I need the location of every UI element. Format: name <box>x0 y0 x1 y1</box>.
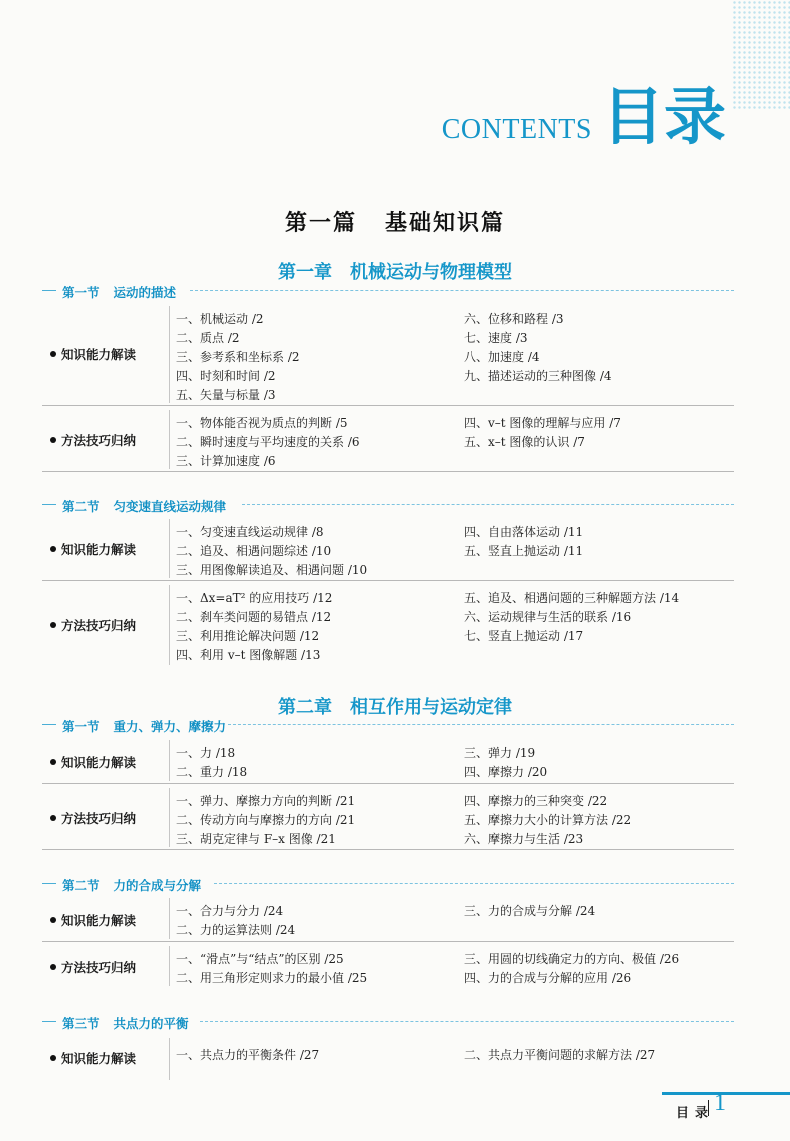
section-lead-line <box>42 504 56 505</box>
section-dashed-line <box>200 1021 734 1022</box>
chapter-number: 第一章 <box>278 262 332 283</box>
footer-label: 目录 <box>676 1106 715 1121</box>
toc-entry[interactable]: 二、刹车类问题的易错点 /12 <box>176 610 332 624</box>
vertical-divider <box>169 1038 170 1080</box>
toc-entry[interactable]: 四、自由落体运动 /11 <box>464 525 584 539</box>
toc-entry[interactable]: 六、摩擦力与生活 /23 <box>464 832 584 846</box>
section-header <box>42 497 734 513</box>
section-name: 共点力的平衡 <box>113 1016 189 1031</box>
toc-column-right <box>464 589 734 646</box>
vertical-divider <box>169 410 170 469</box>
vertical-divider <box>169 898 170 939</box>
toc-entry[interactable]: 三、计算加速度 /6 <box>176 454 276 468</box>
chapter-title <box>0 693 790 719</box>
section-number: 第二节 <box>62 878 100 893</box>
toc-block <box>42 786 734 850</box>
toc-block <box>42 896 734 942</box>
section-number: 第一节 <box>62 285 100 300</box>
toc-column-left <box>176 310 466 405</box>
section-label[interactable] <box>62 717 226 735</box>
bullet-icon <box>50 964 56 970</box>
toc-block <box>42 517 734 581</box>
section-label[interactable] <box>62 283 176 301</box>
toc-entry[interactable]: 三、胡克定律与 F–x 图像 /21 <box>176 832 336 846</box>
toc-column-left <box>176 523 466 580</box>
toc-entry[interactable]: 二、共点力平衡问题的求解方法 /27 <box>464 1048 656 1062</box>
section-dashed-line <box>242 504 734 505</box>
toc-entry[interactable]: 三、参考系和坐标系 /2 <box>176 350 300 364</box>
section-header <box>42 283 734 299</box>
toc-entry[interactable]: 三、用圆的切线确定力的方向、极值 /26 <box>464 952 680 966</box>
page-header <box>441 80 726 153</box>
section-label[interactable] <box>62 1014 189 1032</box>
section-lead-line <box>42 724 56 725</box>
toc-column-right <box>464 310 734 386</box>
page-number: 1 <box>714 1090 726 1116</box>
toc-entry[interactable]: 二、质点 /2 <box>176 331 240 345</box>
section-name: 匀变速直线运动规律 <box>113 499 227 514</box>
section-dashed-line <box>228 724 734 725</box>
toc-column-right <box>464 1046 734 1065</box>
vertical-divider <box>169 519 170 578</box>
toc-entry[interactable]: 四、利用 v–t 图像解题 /13 <box>176 648 321 662</box>
toc-column-left <box>176 792 466 849</box>
block-category: 方法技巧归纳 <box>50 809 168 827</box>
toc-entry[interactable]: 二、力的运算法则 /24 <box>176 923 296 937</box>
section-lead-line <box>42 1021 56 1022</box>
toc-entry[interactable]: 一、匀变速直线运动规律 /8 <box>176 525 324 539</box>
section-dashed-line <box>190 290 734 291</box>
toc-entry[interactable]: 四、时刻和时间 /2 <box>176 369 276 383</box>
toc-column-left <box>176 744 466 782</box>
toc-entry[interactable]: 二、瞬时速度与平均速度的关系 /6 <box>176 435 360 449</box>
section-lead-line <box>42 290 56 291</box>
block-category: 方法技巧归纳 <box>50 616 168 634</box>
toc-entry[interactable]: 一、弹力、摩擦力方向的判断 /21 <box>176 794 356 808</box>
block-category: 知识能力解读 <box>50 753 168 771</box>
toc-column-right <box>464 792 734 849</box>
part-name: 基础知识篇 <box>385 211 506 236</box>
chapter-name: 相互作用与运动定律 <box>350 697 512 718</box>
toc-column-right <box>464 414 734 452</box>
toc-entry[interactable]: 一、Δx=aT² 的应用技巧 /12 <box>176 591 333 605</box>
corner-dot-pattern <box>732 0 790 110</box>
toc-entry[interactable]: 四、力的合成与分解的应用 /26 <box>464 971 632 985</box>
bullet-icon <box>50 351 56 357</box>
section-label[interactable] <box>62 876 201 894</box>
toc-block <box>42 1036 734 1082</box>
toc-column-left <box>176 414 466 471</box>
bullet-icon <box>50 759 56 765</box>
section-name: 重力、弹力、摩擦力 <box>113 719 227 734</box>
toc-block <box>42 408 734 472</box>
toc-column-right <box>464 744 734 782</box>
toc-column-left <box>176 902 466 940</box>
bullet-icon <box>50 437 56 443</box>
vertical-divider <box>169 946 170 986</box>
toc-column-right <box>464 523 734 561</box>
bullet-icon <box>50 622 56 628</box>
toc-block <box>42 944 734 988</box>
toc-column-right <box>464 950 734 988</box>
toc-entry[interactable]: 二、传动方向与摩擦力的方向 /21 <box>176 813 356 827</box>
section-number: 第三节 <box>62 1016 100 1031</box>
toc-entry[interactable]: 一、机械运动 /2 <box>176 312 264 326</box>
toc-entry[interactable]: 二、用三角形定则求力的最小值 /25 <box>176 971 368 985</box>
toc-entry[interactable]: 五、追及、相遇问题的三种解题方法 /14 <box>464 591 680 605</box>
part-title <box>0 206 790 237</box>
toc-entry[interactable]: 六、位移和路程 /3 <box>464 312 564 326</box>
toc-entry[interactable]: 一、“滑点”与“结点”的区别 /25 <box>176 952 344 966</box>
toc-entry[interactable]: 七、速度 /3 <box>464 331 528 345</box>
contents-word: CONTENTS <box>441 114 592 145</box>
toc-entry[interactable]: 四、摩擦力的三种突变 /22 <box>464 794 608 808</box>
toc-entry[interactable]: 四、v–t 图像的理解与应用 /7 <box>464 416 621 430</box>
toc-entry[interactable]: 九、描述运动的三种图像 /4 <box>464 369 612 383</box>
bullet-icon <box>50 917 56 923</box>
section-name: 运动的描述 <box>113 285 177 300</box>
part-number: 第一篇 <box>284 211 357 236</box>
toc-entry[interactable]: 三、弹力 /19 <box>464 746 536 760</box>
chapter-name: 机械运动与物理模型 <box>350 262 512 283</box>
block-category: 知识能力解读 <box>50 345 168 363</box>
block-category: 方法技巧归纳 <box>50 958 168 976</box>
section-label[interactable] <box>62 497 226 515</box>
footer-rule <box>662 1092 790 1095</box>
toc-entry[interactable]: 三、利用推论解决问题 /12 <box>176 629 320 643</box>
toc-entry[interactable]: 五、x–t 图像的认识 /7 <box>464 435 585 449</box>
toc-column-left <box>176 1046 466 1065</box>
toc-entry[interactable]: 一、合力与分力 /24 <box>176 904 284 918</box>
footer-separator <box>708 1100 709 1116</box>
bullet-icon <box>50 546 56 552</box>
toc-entry[interactable]: 一、物体能否视为质点的判断 /5 <box>176 416 348 430</box>
toc-block <box>42 304 734 406</box>
vertical-divider <box>169 788 170 847</box>
section-header <box>42 717 734 733</box>
section-header <box>42 876 734 892</box>
vertical-divider <box>169 585 170 665</box>
block-category: 知识能力解读 <box>50 540 168 558</box>
block-category: 知识能力解读 <box>50 1049 168 1067</box>
bullet-icon <box>50 1055 56 1061</box>
toc-block <box>42 583 734 667</box>
chapter-number: 第二章 <box>278 697 332 718</box>
section-header <box>42 1014 734 1030</box>
toc-entry[interactable]: 八、加速度 /4 <box>464 350 540 364</box>
toc-entry[interactable]: 五、摩擦力大小的计算方法 /22 <box>464 813 632 827</box>
bullet-icon <box>50 815 56 821</box>
toc-entry[interactable]: 二、重力 /18 <box>176 765 248 779</box>
toc-entry[interactable]: 七、竖直上抛运动 /17 <box>464 629 584 643</box>
toc-entry[interactable]: 四、摩擦力 /20 <box>464 765 548 779</box>
toc-entry[interactable]: 二、追及、相遇问题综述 /10 <box>176 544 332 558</box>
toc-column-left <box>176 589 466 665</box>
toc-entry[interactable]: 五、矢量与标量 /3 <box>176 388 276 402</box>
vertical-divider <box>169 306 170 403</box>
toc-entry[interactable]: 五、竖直上抛运动 /11 <box>464 544 584 558</box>
toc-block <box>42 738 734 784</box>
toc-entry[interactable]: 一、共点力的平衡条件 /27 <box>176 1048 320 1062</box>
chapter-title <box>0 258 790 284</box>
page-title: 目录 <box>601 80 726 153</box>
section-number: 第二节 <box>62 499 100 514</box>
toc-column-right <box>464 902 734 921</box>
section-name: 力的合成与分解 <box>113 878 202 893</box>
section-dashed-line <box>214 883 734 884</box>
toc-entry[interactable]: 三、力的合成与分解 /24 <box>464 904 596 918</box>
section-number: 第一节 <box>62 719 100 734</box>
toc-entry[interactable]: 六、运动规律与生活的联系 /16 <box>464 610 632 624</box>
block-category: 方法技巧归纳 <box>50 431 168 449</box>
toc-entry[interactable]: 一、力 /18 <box>176 746 236 760</box>
toc-column-left <box>176 950 466 988</box>
block-category: 知识能力解读 <box>50 911 168 929</box>
toc-entry[interactable]: 三、用图像解读追及、相遇问题 /10 <box>176 563 368 577</box>
vertical-divider <box>169 740 170 781</box>
section-lead-line <box>42 883 56 884</box>
